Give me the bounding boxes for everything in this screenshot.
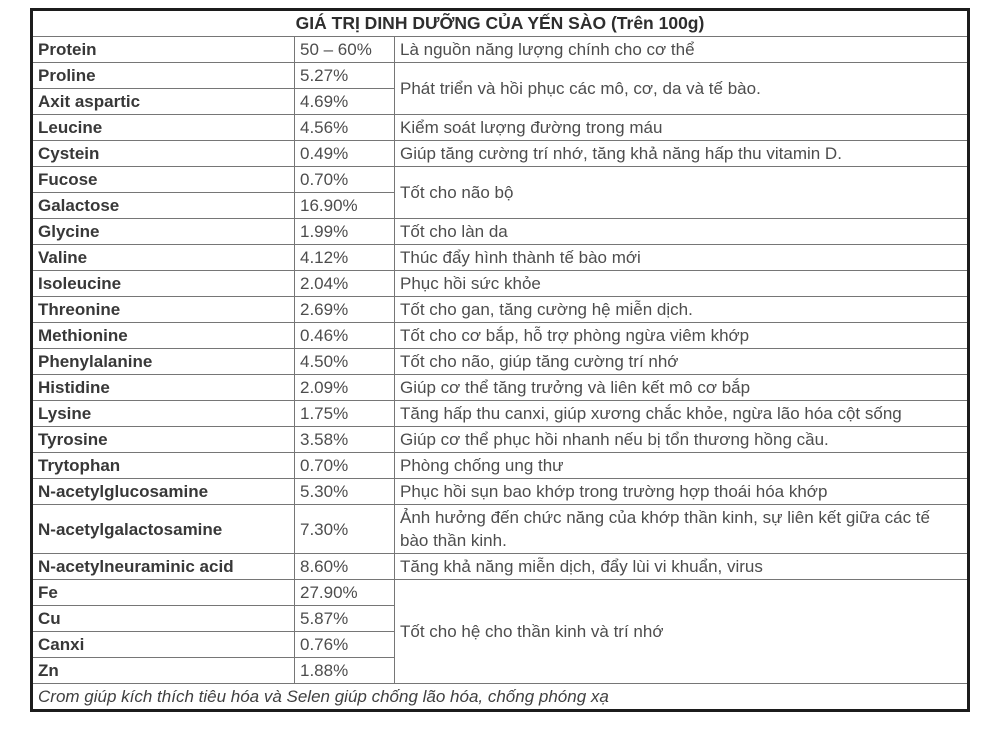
nutrient-row xyxy=(32,115,969,141)
nutrient-name-cell: N-acetylglucosamine xyxy=(32,479,295,505)
nutrient-value-cell: 1.75% xyxy=(295,401,395,427)
nutrition-table xyxy=(30,8,970,712)
nutrient-name-cell: Protein xyxy=(32,37,295,63)
nutrient-name-cell: N-acetylgalactosamine xyxy=(32,505,295,554)
nutrient-desc-cell: Tăng khả năng miễn dịch, đẩy lùi vi khuẩn, virus xyxy=(395,554,969,580)
nutrient-value-cell: 3.58% xyxy=(295,427,395,453)
nutrient-value-cell: 4.69% xyxy=(295,89,395,115)
nutrient-name-cell: Glycine xyxy=(32,219,295,245)
nutrient-row xyxy=(32,505,969,554)
table-footer-row xyxy=(32,684,969,711)
nutrient-desc-cell: Giúp cơ thể phục hồi nhanh nếu bị tổn thương hồng cầu. xyxy=(395,427,969,453)
nutrient-desc-cell: Là nguồn năng lượng chính cho cơ thể xyxy=(395,37,969,63)
nutrient-value-cell: 0.70% xyxy=(295,453,395,479)
nutrient-value-cell: 4.12% xyxy=(295,245,395,271)
nutrient-name-cell: Fucose xyxy=(32,167,295,193)
nutrient-value-cell: 8.60% xyxy=(295,554,395,580)
nutrient-value-cell: 2.09% xyxy=(295,375,395,401)
nutrient-name-cell: Fe xyxy=(32,580,295,606)
nutrient-name-cell: Valine xyxy=(32,245,295,271)
nutrient-desc-cell: Tốt cho não bộ xyxy=(395,167,969,219)
nutrient-row xyxy=(32,219,969,245)
nutrient-value-cell: 4.50% xyxy=(295,349,395,375)
nutrient-desc-cell: Tốt cho làn da xyxy=(395,219,969,245)
nutrient-row xyxy=(32,401,969,427)
nutrient-desc-cell: Phục hồi sức khỏe xyxy=(395,271,969,297)
nutrient-name-cell: Tyrosine xyxy=(32,427,295,453)
nutrient-value-cell: 5.27% xyxy=(295,63,395,89)
nutrient-name-cell: Methionine xyxy=(32,323,295,349)
nutrient-value-cell: 2.69% xyxy=(295,297,395,323)
nutrient-row xyxy=(32,141,969,167)
nutrient-desc-cell: Phát triển và hồi phục các mô, cơ, da và tế bào. xyxy=(395,63,969,115)
nutrient-name-cell: Trytophan xyxy=(32,453,295,479)
nutrient-desc-cell: Tốt cho gan, tăng cường hệ miễn dịch. xyxy=(395,297,969,323)
nutrient-row xyxy=(32,297,969,323)
nutrient-row xyxy=(32,167,969,193)
nutrient-desc-cell: Phòng chống ung thư xyxy=(395,453,969,479)
nutrient-row xyxy=(32,271,969,297)
nutrient-name-cell: Cu xyxy=(32,606,295,632)
nutrient-row xyxy=(32,453,969,479)
nutrient-value-cell: 0.70% xyxy=(295,167,395,193)
nutrient-row xyxy=(32,580,969,606)
nutrient-value-cell: 0.76% xyxy=(295,632,395,658)
nutrient-desc-cell: Giúp cơ thể tăng trưởng và liên kết mô cơ bắp xyxy=(395,375,969,401)
nutrient-value-cell: 4.56% xyxy=(295,115,395,141)
table-footer-note: Crom giúp kích thích tiêu hóa và Selen giúp chống lão hóa, chống phóng xạ xyxy=(32,684,969,711)
nutrient-name-cell: Proline xyxy=(32,63,295,89)
nutrient-name-cell: Canxi xyxy=(32,632,295,658)
nutrient-value-cell: 16.90% xyxy=(295,193,395,219)
nutrient-value-cell: 2.04% xyxy=(295,271,395,297)
nutrient-desc-cell: Tốt cho hệ cho thần kinh và trí nhớ xyxy=(395,580,969,684)
nutrient-name-cell: Phenylalanine xyxy=(32,349,295,375)
nutrition-table-container xyxy=(30,8,970,712)
nutrient-row xyxy=(32,479,969,505)
nutrient-name-cell: N-acetylneuraminic acid xyxy=(32,554,295,580)
nutrient-row xyxy=(32,427,969,453)
nutrient-name-cell: Threonine xyxy=(32,297,295,323)
nutrient-row xyxy=(32,323,969,349)
table-title: GIÁ TRỊ DINH DƯỠNG CỦA YẾN SÀO (Trên 100g) xyxy=(32,10,969,37)
nutrient-value-cell: 27.90% xyxy=(295,580,395,606)
nutrient-desc-cell: Kiểm soát lượng đường trong máu xyxy=(395,115,969,141)
nutrient-value-cell: 0.46% xyxy=(295,323,395,349)
nutrient-desc-cell: Tăng hấp thu canxi, giúp xương chắc khỏe, ngừa lão hóa cột sống xyxy=(395,401,969,427)
nutrient-row xyxy=(32,63,969,89)
nutrient-desc-cell: Tốt cho não, giúp tăng cường trí nhớ xyxy=(395,349,969,375)
table-title-row xyxy=(32,10,969,37)
nutrient-row xyxy=(32,349,969,375)
nutrient-name-cell: Isoleucine xyxy=(32,271,295,297)
nutrient-desc-cell: Phục hồi sụn bao khớp trong trường hợp thoái hóa khớp xyxy=(395,479,969,505)
nutrient-name-cell: Zn xyxy=(32,658,295,684)
nutrient-row xyxy=(32,375,969,401)
nutrient-row xyxy=(32,554,969,580)
nutrient-value-cell: 7.30% xyxy=(295,505,395,554)
nutrient-desc-cell: Tốt cho cơ bắp, hỗ trợ phòng ngừa viêm khớp xyxy=(395,323,969,349)
nutrient-value-cell: 1.99% xyxy=(295,219,395,245)
nutrient-value-cell: 0.49% xyxy=(295,141,395,167)
nutrient-value-cell: 5.87% xyxy=(295,606,395,632)
nutrient-name-cell: Lysine xyxy=(32,401,295,427)
nutrient-desc-cell: Ảnh hưởng đến chức năng của khớp thần kinh, sự liên kết giữa các tế bào thần kinh. xyxy=(395,505,969,554)
nutrient-name-cell: Leucine xyxy=(32,115,295,141)
nutrient-name-cell: Axit aspartic xyxy=(32,89,295,115)
nutrient-name-cell: Galactose xyxy=(32,193,295,219)
nutrient-row xyxy=(32,245,969,271)
nutrient-value-cell: 1.88% xyxy=(295,658,395,684)
nutrient-name-cell: Histidine xyxy=(32,375,295,401)
nutrient-row xyxy=(32,37,969,63)
nutrient-value-cell: 50 – 60% xyxy=(295,37,395,63)
nutrient-value-cell: 5.30% xyxy=(295,479,395,505)
nutrient-desc-cell: Thúc đẩy hình thành tế bào mới xyxy=(395,245,969,271)
nutrient-desc-cell: Giúp tăng cường trí nhớ, tăng khả năng hấp thu vitamin D. xyxy=(395,141,969,167)
nutrient-name-cell: Cystein xyxy=(32,141,295,167)
